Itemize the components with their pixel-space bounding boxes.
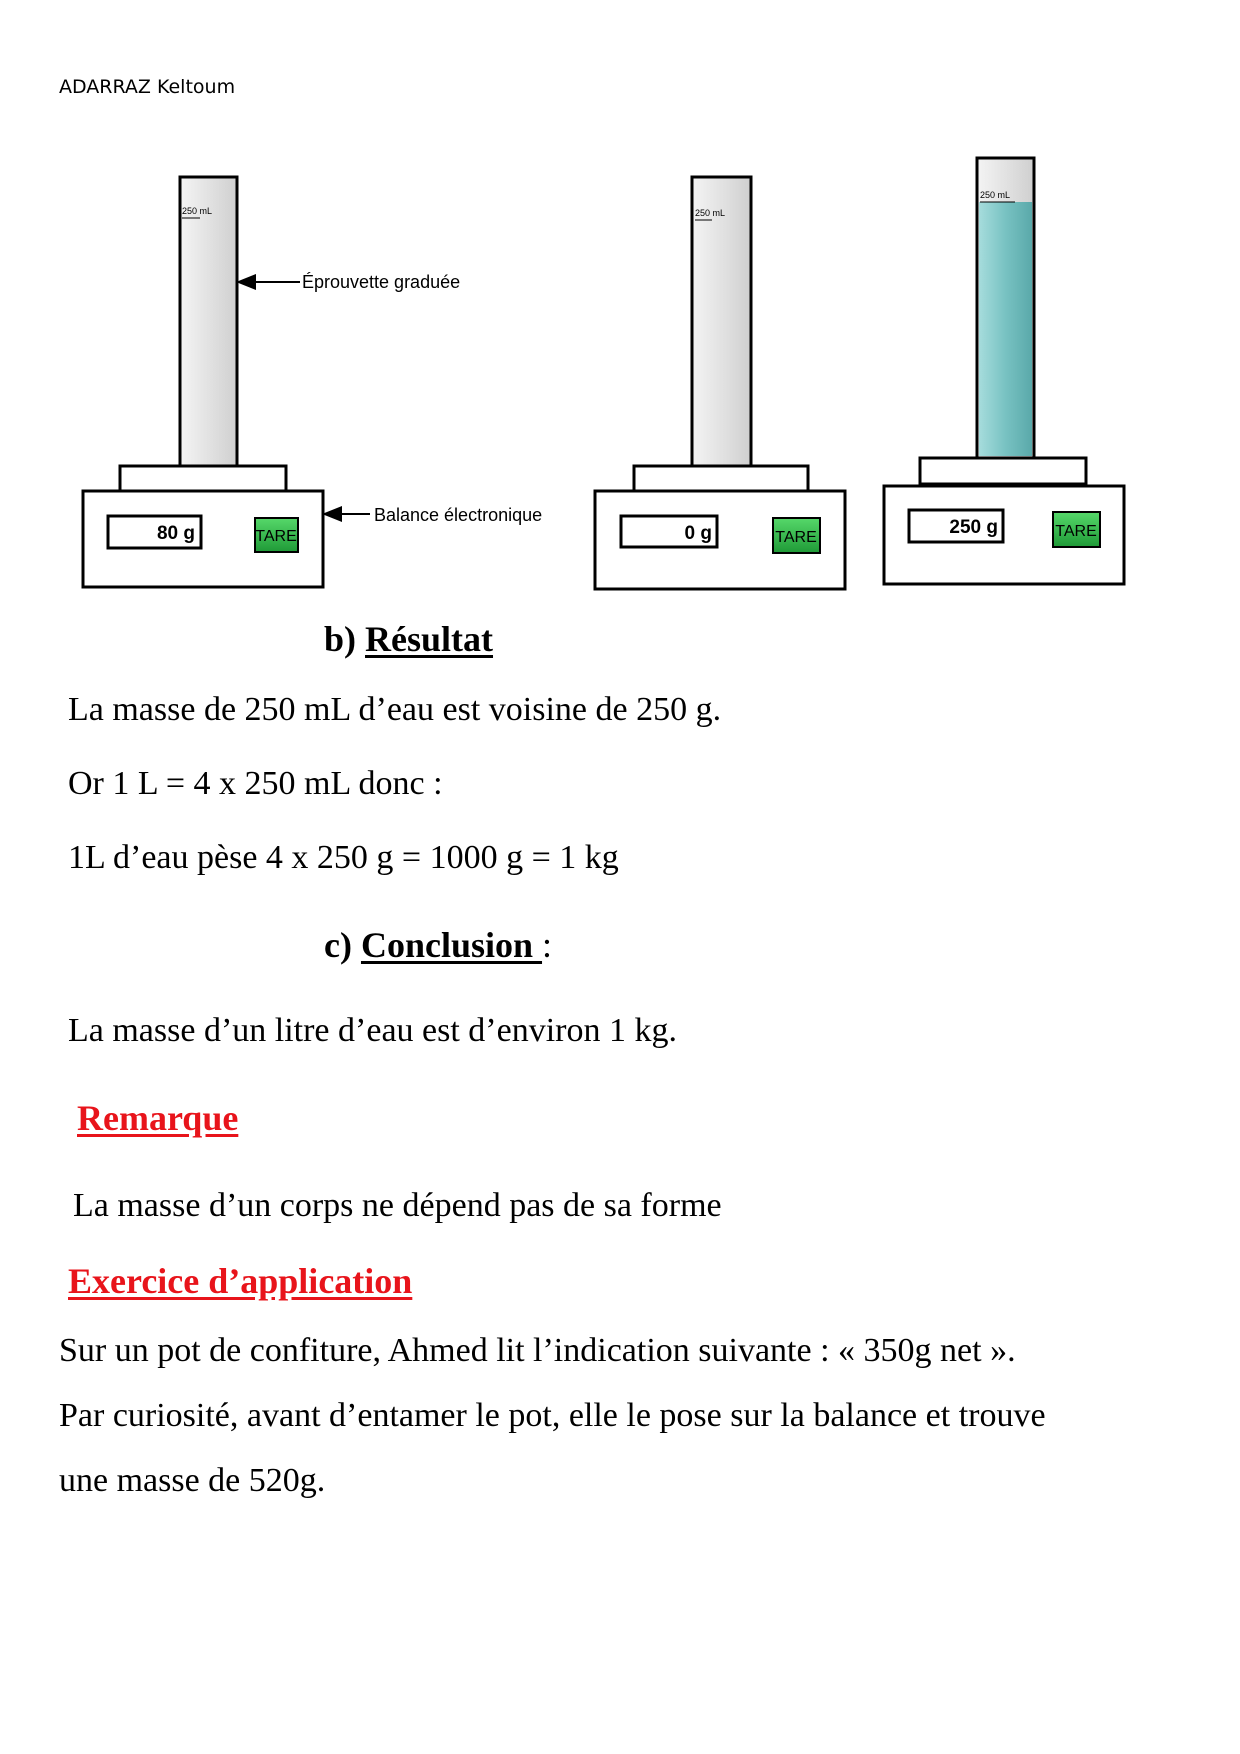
exercice-title: Exercice d’application [68,1261,413,1301]
balance-label: Balance électronique [374,505,543,525]
result-line-3: 1L d’eau pèse 4 x 250 g = 1000 g = 1 kg [68,839,619,876]
cylinder-mark: 250 mL [980,190,1011,200]
result-line-2: Or 1 L = 4 x 250 mL donc : [68,765,443,802]
balance-plate [120,466,286,491]
conclusion-marker: c) [324,925,352,965]
result-marker: b) [324,619,357,659]
remarque-title: Remarque [77,1098,239,1138]
display-value: 80 g [156,523,195,544]
exercice-line-2: Par curiosité, avant d’entamer le pot, elle le pose sur la balance et trouve [59,1397,1046,1434]
author-name: ADARRAZ Keltoum [59,76,236,98]
conclusion-text: La masse d’un litre d’eau est d’environ 1 kg. [68,1012,677,1049]
conclusion-title: Conclusion [360,925,543,965]
exercice-line-3: une masse de 520g. [59,1462,326,1499]
graduated-cylinder [180,177,237,467]
exercice-line-1: Sur un pot de confiture, Ahmed lit l’indication suivante : « 350g net ». [59,1332,1016,1369]
experiment-figure [0,0,1240,610]
remarque-text: La masse d’un corps ne dépend pas de sa forme [73,1187,722,1224]
balance-plate [634,466,808,491]
tare-label: TARE [1055,523,1097,540]
setup-2 [595,177,845,589]
result-line-1: La masse de 250 mL d’eau est voisine de 250 g. [68,691,722,728]
tare-label: TARE [255,528,297,545]
water-fill [979,202,1032,456]
cylinder-mark: 250 mL [695,208,726,218]
cylinder-mark: 250 mL [182,206,213,216]
result-title: Résultat [365,619,494,659]
setup-1 [83,177,542,587]
balance-plate [920,458,1086,484]
tare-label: TARE [775,529,817,546]
result-heading [324,618,493,660]
cylinder-label: Éprouvette graduée [302,272,461,292]
display-value: 0 g [684,523,712,544]
display-value: 250 g [949,517,998,538]
conclusion-heading [324,924,552,966]
conclusion-suffix: : [542,925,553,965]
setup-3 [884,158,1124,584]
